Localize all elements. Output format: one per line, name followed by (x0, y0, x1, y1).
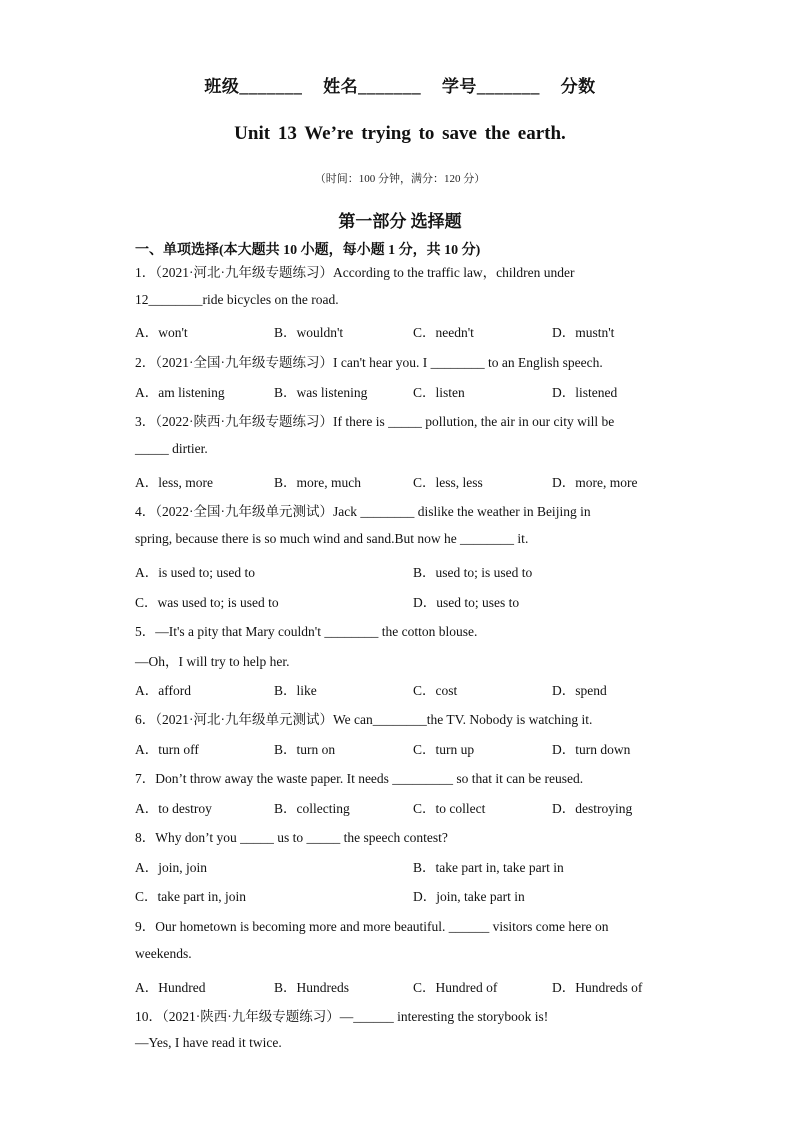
question-2-option-b: B．was listening (274, 385, 368, 400)
question-1-option-d: D．mustn't (552, 325, 615, 340)
question-6-line-1: 6．（2021·河北·九年级单元测试）We can________the TV. Nobody is watching it. (135, 712, 593, 727)
student-id-field-label: 学号_______ (441, 77, 540, 96)
section-one-title: 一、单项选择(本大题共 10 小题，每小题 1 分，共 10 分) (135, 243, 481, 258)
question-7-option-d: D．destroying (552, 801, 633, 816)
question-2-line-1: 2．（2021·全国·九年级专题练习）I can't hear you. I ________ to an English speech. (135, 355, 603, 370)
question-4-option-c: C．was used to; is used to (135, 595, 279, 610)
question-1-line-1: 1．（2021·河北·九年级专题练习）According to the traffic law，children under (135, 265, 575, 280)
question-7-line-1: 7．Don’t throw away the waste paper. It needs _________ so that it can be reused. (135, 771, 584, 786)
question-8-option-d: D．join, take part in (413, 889, 525, 904)
question-4-option-b: B．used to; is used to (413, 565, 533, 580)
question-8-option-a: A．join, join (135, 860, 208, 875)
question-2-option-c: C．listen (413, 385, 465, 400)
question-1-option-a: A．won't (135, 325, 188, 340)
question-2-option-a: A．am listening (135, 385, 225, 400)
question-3-line-1: 3．（2022·陕西·九年级专题练习）If there is _____ pollution, the air in our city will be (135, 414, 615, 429)
question-6-option-d: D．turn down (552, 742, 631, 757)
question-7-option-b: B．collecting (274, 801, 350, 816)
question-2-option-d: D．listened (552, 385, 618, 400)
question-9-option-d: D．Hundreds of (552, 980, 643, 995)
question-6-option-b: B．turn on (274, 742, 336, 757)
name-field-label: 姓名_______ (323, 77, 422, 96)
question-8-option-b: B．take part in, take part in (413, 860, 564, 875)
question-4-option-d: D．used to; uses to (413, 595, 520, 610)
part-one-title: 第一部分 选择题 (338, 212, 462, 231)
question-9-line-1: 9．Our hometown is becoming more and more beautiful. ______ visitors come here on (135, 919, 609, 934)
question-9-option-c: C．Hundred of (413, 980, 498, 995)
question-1-option-b: B．wouldn't (274, 325, 344, 340)
class-field-label: 班级_______ (204, 77, 303, 96)
question-10-line-1: 10．（2021·陕西·九年级专题练习）—______ interesting the storybook is! (135, 1009, 549, 1024)
question-1-option-c: C．needn't (413, 325, 474, 340)
question-3-option-d: D．more, more (552, 475, 638, 490)
question-4-option-a: A．is used to; used to (135, 565, 255, 580)
question-7-option-a: A．to destroy (135, 801, 212, 816)
question-5-option-c: C．cost (413, 683, 458, 698)
document-title: Unit 13 We’re trying to save the earth. (234, 123, 566, 144)
score-field-label: 分数 (560, 77, 596, 96)
question-6-option-c: C．turn up (413, 742, 475, 757)
question-7-option-c: C．to collect (413, 801, 486, 816)
question-10-line-2: —Yes, I have read it twice. (135, 1035, 282, 1050)
question-8-line-1: 8．Why don’t you _____ us to _____ the speech contest? (135, 830, 448, 845)
question-4-line-2: spring, because there is so much wind and sand.But now he ________ it. (135, 531, 529, 546)
question-9-line-2: weekends. (135, 946, 192, 961)
question-9-option-b: B．Hundreds (274, 980, 349, 995)
question-5-line-2: —Oh，I will try to help her. (135, 654, 290, 669)
question-3-line-2: _____ dirtier. (135, 441, 208, 456)
student-info-header (0, 72, 800, 97)
question-1-line-2: 12________ride bicycles on the road. (135, 292, 339, 307)
question-4-line-1: 4．（2022·全国·九年级单元测试）Jack ________ dislike the weather in Beijing in (135, 504, 591, 519)
question-3-option-c: C．less, less (413, 475, 483, 490)
question-3-option-b: B．more, much (274, 475, 361, 490)
question-3-option-a: A．less, more (135, 475, 213, 490)
time-and-score-note: （时间：100 分钟，满分：120 分） (314, 173, 486, 185)
question-5-option-d: D．spend (552, 683, 607, 698)
question-5-line-1: 5．—It's a pity that Mary couldn't ________ the cotton blouse. (135, 624, 478, 639)
question-5-option-a: A．afford (135, 683, 191, 698)
question-5-option-b: B．like (274, 683, 317, 698)
question-6-option-a: A．turn off (135, 742, 199, 757)
question-8-option-c: C．take part in, join (135, 889, 246, 904)
question-9-option-a: A．Hundred (135, 980, 206, 995)
